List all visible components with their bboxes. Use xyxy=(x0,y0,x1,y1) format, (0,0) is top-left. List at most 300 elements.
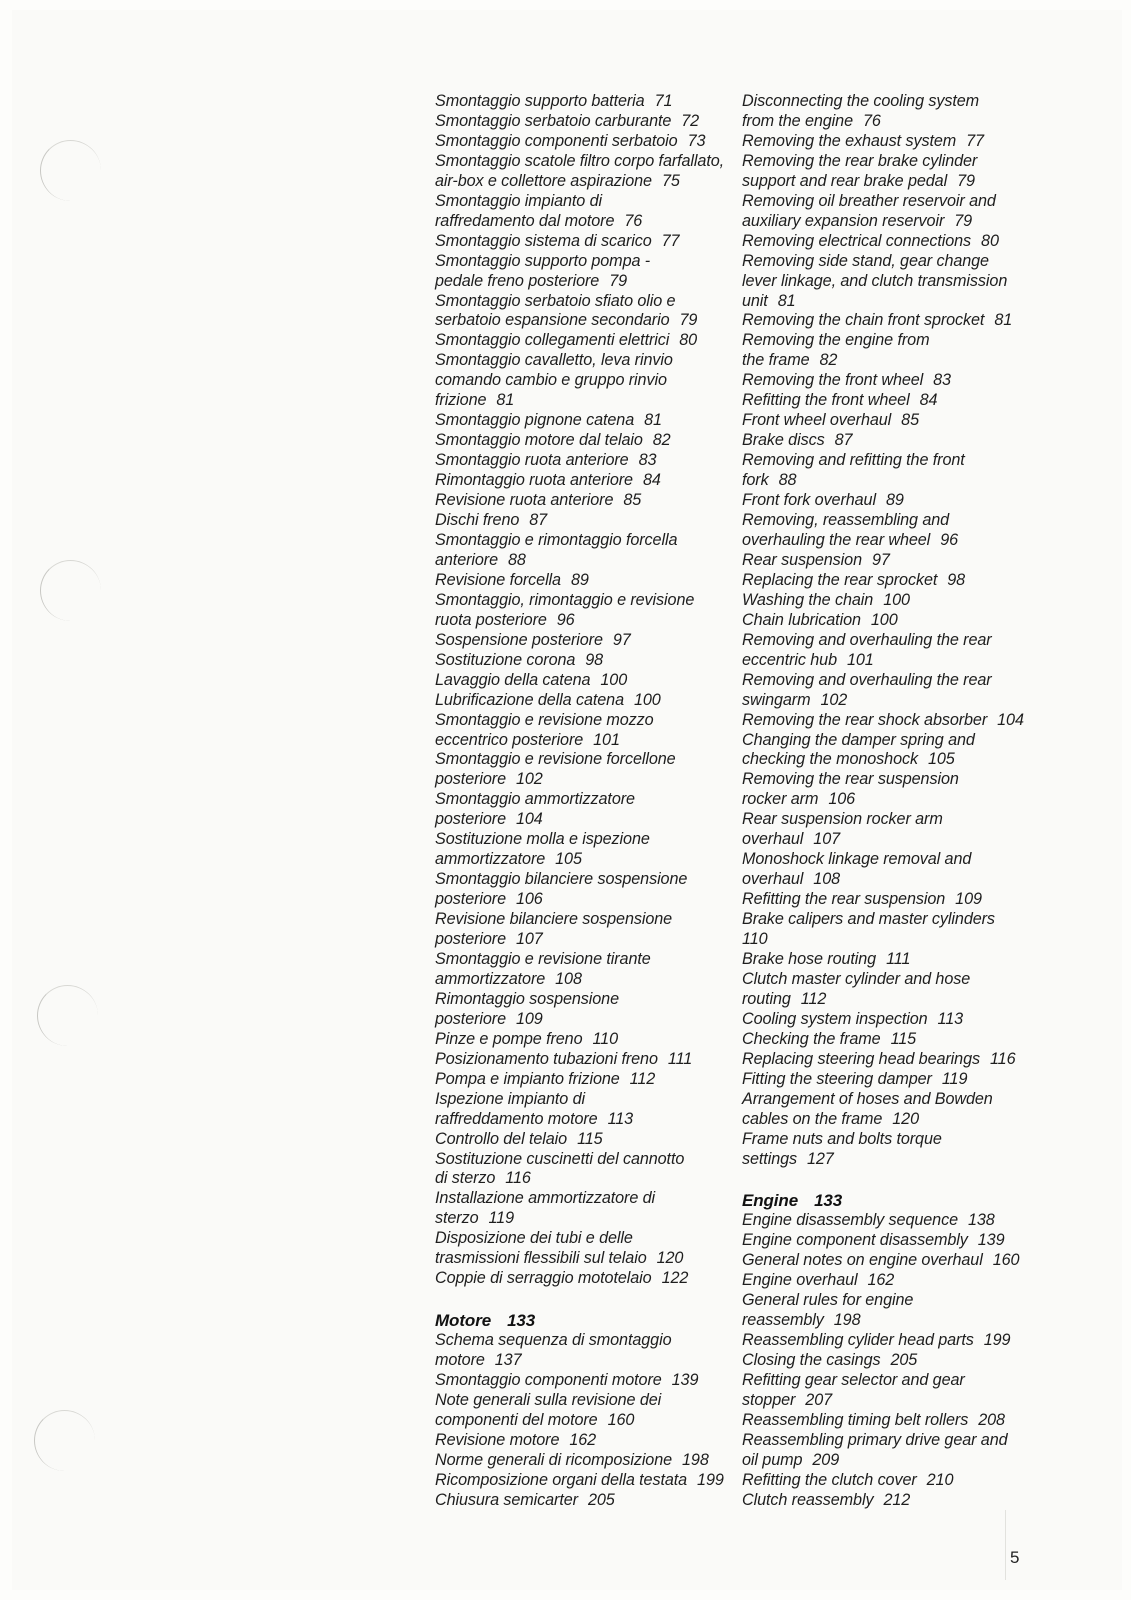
toc-entry-title: auxiliary expansion reservoir xyxy=(742,211,945,230)
toc-entry-page: 127 xyxy=(807,1149,834,1168)
toc-entry-title: posteriore xyxy=(435,770,506,789)
toc-entry-page: 111 xyxy=(667,1049,693,1068)
toc-entry-title: stopper xyxy=(742,1391,796,1410)
toc-entry-page: 85 xyxy=(901,411,919,430)
toc-entry-title: raffredamento dal motore xyxy=(435,211,615,230)
toc-entry-title: Norme generali di ricomposizione xyxy=(435,1450,673,1469)
toc-entry-title: support and rear brake pedal xyxy=(742,171,948,190)
toc-entry-page: 83 xyxy=(933,371,951,390)
toc-entry-page: 137 xyxy=(494,1351,522,1370)
toc-entry xyxy=(435,830,735,850)
toc-entry-page: 85 xyxy=(623,491,642,510)
toc-entry xyxy=(742,371,1042,391)
toc-entry xyxy=(435,152,735,172)
english-index-column xyxy=(742,92,1042,1511)
toc-entry-title: Replacing the rear sprocket xyxy=(742,570,938,589)
toc-entry xyxy=(742,212,1042,232)
toc-entry-title: Removing the front wheel xyxy=(742,371,924,390)
toc-entry-title: Smontaggio bilanciere sospensione xyxy=(435,870,688,889)
toc-entry xyxy=(435,1491,735,1511)
toc-entry xyxy=(742,571,1042,591)
toc-entry xyxy=(742,391,1042,411)
toc-entry xyxy=(742,1471,1042,1491)
toc-entry-title: rocker arm xyxy=(742,790,819,809)
toc-entry xyxy=(742,930,1042,950)
binder-hole-mark xyxy=(40,140,101,201)
toc-entry-title: Ispezione impianto di xyxy=(435,1089,585,1108)
toc-entry xyxy=(435,331,735,351)
toc-entry xyxy=(435,850,735,870)
toc-entry xyxy=(742,1130,1042,1150)
toc-entry xyxy=(742,790,1042,810)
section-page: 133 xyxy=(814,1191,843,1211)
toc-entry xyxy=(435,1110,735,1130)
toc-entry-title: Rear suspension xyxy=(742,550,862,569)
section-heading-motore xyxy=(435,1311,735,1331)
toc-entry xyxy=(435,1090,735,1110)
toc-entry-title: trasmissioni flessibili sul telaio xyxy=(435,1249,647,1268)
toc-entry xyxy=(435,351,735,371)
toc-entry-page: 81 xyxy=(644,411,662,430)
toc-entry xyxy=(742,711,1042,731)
toc-entry xyxy=(742,551,1042,571)
toc-entry-title: Brake discs xyxy=(742,431,825,450)
toc-entry-page: 138 xyxy=(967,1211,995,1230)
toc-entry-title: Closing the casings xyxy=(742,1351,881,1370)
toc-entry-title: Smontaggio ammortizzatore xyxy=(435,790,635,809)
toc-entry-title: Pompa e impianto frizione xyxy=(435,1069,620,1088)
binder-hole-mark xyxy=(37,985,98,1046)
toc-entry xyxy=(435,870,735,890)
toc-entry xyxy=(435,1411,735,1431)
toc-entry-title: Controllo del telaio xyxy=(435,1129,568,1148)
section-gap xyxy=(742,1169,1042,1191)
toc-entry-page: 88 xyxy=(778,471,797,490)
toc-entry xyxy=(435,1189,735,1209)
toc-entry-title: Schema sequenza di smontaggio xyxy=(435,1331,672,1350)
toc-entry-page: 139 xyxy=(671,1371,699,1390)
toc-entry-title: Dischi freno xyxy=(435,511,520,530)
toc-entry-title: Posizionamento tubazioni freno xyxy=(435,1049,658,1068)
toc-entry-page: 79 xyxy=(679,311,698,330)
toc-entry-title: sterzo xyxy=(435,1209,479,1228)
toc-entry-page: 116 xyxy=(505,1169,531,1188)
toc-entry-title: Chain lubrication xyxy=(742,610,861,629)
toc-entry xyxy=(435,551,735,571)
toc-entry xyxy=(742,591,1042,611)
toc-entry xyxy=(435,930,735,950)
toc-entry xyxy=(435,1130,735,1150)
toc-entry xyxy=(742,411,1042,431)
toc-entry xyxy=(742,750,1042,770)
toc-entry xyxy=(435,232,735,252)
toc-entry xyxy=(435,671,735,691)
toc-entry xyxy=(435,1249,735,1269)
toc-entry xyxy=(435,431,735,451)
toc-entry xyxy=(435,292,735,312)
toc-entry-page: 72 xyxy=(681,111,700,130)
toc-entry xyxy=(742,1371,1042,1391)
toc-entry xyxy=(435,711,735,731)
toc-entry-page: 205 xyxy=(587,1490,615,1509)
toc-entry xyxy=(742,1411,1042,1431)
toc-entry-title: swingarm xyxy=(742,690,811,709)
toc-entry-title: Removing and overhauling the rear xyxy=(742,670,992,689)
toc-entry xyxy=(742,770,1042,790)
toc-entry-title: Disposizione dei tubi e delle xyxy=(435,1229,633,1248)
toc-entry xyxy=(435,770,735,790)
toc-entry xyxy=(742,611,1042,631)
toc-entry xyxy=(435,172,735,192)
toc-entry xyxy=(742,331,1042,351)
toc-entry-page: 108 xyxy=(813,870,841,889)
toc-entry-title: Smontaggio serbatoio carburante xyxy=(435,111,672,130)
toc-entry-page: 104 xyxy=(515,810,543,829)
toc-entry xyxy=(742,691,1042,711)
toc-entry-title: Smontaggio scatole filtro corpo farfallato, xyxy=(435,151,725,170)
toc-entry-page: 71 xyxy=(654,92,673,110)
toc-entry-page: 139 xyxy=(977,1231,1005,1250)
toc-entry-title: Smontaggio e revisione mozzo xyxy=(435,710,654,729)
toc-entry-page: 107 xyxy=(515,930,543,949)
toc-entry xyxy=(742,1010,1042,1030)
toc-entry-title: Revisione forcella xyxy=(435,570,561,589)
toc-entry-title: Rimontaggio sospensione xyxy=(435,989,619,1008)
toc-entry-title: Smontaggio e rimontaggio forcella xyxy=(435,530,678,549)
toc-entry-title: Smontaggio sistema di scarico xyxy=(435,231,652,250)
toc-entry xyxy=(742,311,1042,331)
section-heading-engine xyxy=(742,1191,1042,1211)
toc-entry-title: Rimontaggio ruota anteriore xyxy=(435,471,633,490)
toc-entry-title: Cooling system inspection xyxy=(742,1009,928,1028)
toc-entry xyxy=(742,631,1042,651)
toc-entry xyxy=(742,731,1042,751)
section-page: 133 xyxy=(507,1311,536,1331)
toc-entry-title: Removing the engine from xyxy=(742,331,930,350)
toc-entry-title: Reassembling cylider head parts xyxy=(742,1331,974,1350)
toc-entry-title: di sterzo xyxy=(435,1169,496,1188)
toc-entry-page: 87 xyxy=(529,511,548,530)
toc-entry-page: 87 xyxy=(834,431,853,450)
toc-entry-title: Removing the chain front sprocket xyxy=(742,311,985,330)
italian-index-column xyxy=(435,92,735,1511)
toc-entry xyxy=(435,411,735,431)
toc-entry-title: Refitting the rear suspension xyxy=(742,890,946,909)
toc-entry-title: Front fork overhaul xyxy=(742,491,876,510)
toc-entry xyxy=(435,990,735,1010)
toc-entry-title: Monoshock linkage removal and xyxy=(742,850,972,869)
toc-entry-page: 80 xyxy=(679,331,698,350)
toc-entry xyxy=(435,491,735,511)
toc-entry-page: 98 xyxy=(585,650,604,669)
toc-entry-page: 113 xyxy=(937,1009,964,1028)
toc-entry xyxy=(742,531,1042,551)
toc-entry-title: Brake calipers and master cylinders xyxy=(742,910,995,929)
english-index-list xyxy=(742,92,1042,1169)
toc-entry-title: Removing the rear suspension xyxy=(742,770,959,789)
toc-entry xyxy=(742,870,1042,890)
toc-entry-title: raffreddamento motore xyxy=(435,1109,598,1128)
toc-entry-title: overhaul xyxy=(742,830,804,849)
toc-entry-page: 96 xyxy=(940,530,958,549)
toc-entry xyxy=(435,790,735,810)
toc-entry xyxy=(435,1471,735,1491)
toc-entry xyxy=(742,1391,1042,1411)
toc-entry-title: Smontaggio collegamenti elettrici xyxy=(435,331,670,350)
toc-entry-page: 83 xyxy=(638,451,657,470)
toc-entry-page: 88 xyxy=(508,550,526,569)
toc-entry xyxy=(435,1209,735,1229)
toc-entry-page: 119 xyxy=(488,1209,514,1228)
toc-entry-title: Removing and overhauling the rear xyxy=(742,630,992,649)
toc-entry-title: Disconnecting the cooling system xyxy=(742,92,980,110)
toc-entry xyxy=(435,1431,735,1451)
toc-entry xyxy=(742,491,1042,511)
toc-entry-page: 76 xyxy=(862,111,881,130)
toc-entry xyxy=(742,1030,1042,1050)
toc-entry-title: the frame xyxy=(742,351,810,370)
toc-entry-page: 207 xyxy=(805,1391,833,1410)
toc-entry-page: 80 xyxy=(981,231,999,250)
toc-entry-page: 98 xyxy=(947,570,966,589)
toc-entry xyxy=(435,212,735,232)
toc-entry xyxy=(742,810,1042,830)
toc-entry xyxy=(742,1251,1042,1271)
toc-entry-page: 212 xyxy=(883,1490,911,1509)
toc-entry-title: ammortizzatore xyxy=(435,850,546,869)
toc-entry-title: oil pump xyxy=(742,1450,803,1469)
toc-entry-title: overhauling the rear wheel xyxy=(742,530,931,549)
toc-entry xyxy=(435,252,735,272)
toc-entry xyxy=(435,1451,735,1471)
toc-entry-title: Washing the chain xyxy=(742,590,874,609)
toc-entry xyxy=(742,1491,1042,1511)
toc-entry-page: 120 xyxy=(656,1249,684,1268)
toc-entry-title: air-box e collettore aspirazione xyxy=(435,171,652,190)
toc-entry xyxy=(742,511,1042,531)
toc-entry-page: 210 xyxy=(926,1470,954,1489)
toc-entry xyxy=(435,1229,735,1249)
toc-entry-page: 84 xyxy=(919,391,938,410)
section-title: Motore xyxy=(435,1311,492,1331)
toc-entry xyxy=(435,611,735,631)
toc-entry xyxy=(435,1269,735,1289)
toc-entry-title: Smontaggio ruota anteriore xyxy=(435,451,629,470)
toc-entry-page: 104 xyxy=(997,710,1024,729)
toc-entry-title: posteriore xyxy=(435,1009,506,1028)
toc-entry-title: Removing the exhaust system xyxy=(742,131,957,150)
english-engine-list xyxy=(742,1211,1042,1510)
toc-entry xyxy=(435,810,735,830)
toc-entry-page: 160 xyxy=(992,1251,1020,1270)
toc-entry-title: Lubrificazione della catena xyxy=(435,690,624,709)
toc-entry-title: Sostituzione cuscinetti del cannotto xyxy=(435,1149,685,1168)
toc-entry xyxy=(742,431,1042,451)
toc-entry xyxy=(742,1271,1042,1291)
toc-entry-title: Removing the rear brake cylinder xyxy=(742,151,978,170)
toc-entry xyxy=(742,152,1042,172)
toc-entry-title: 110 xyxy=(742,930,768,949)
toc-entry xyxy=(742,451,1042,471)
toc-entry-page: 100 xyxy=(600,670,628,689)
toc-entry-title: Smontaggio cavalletto, leva rinvio xyxy=(435,351,673,370)
toc-entry-page: 82 xyxy=(652,431,671,450)
toc-entry-title: Refitting the front wheel xyxy=(742,391,910,410)
toc-entry xyxy=(435,311,735,331)
toc-entry-page: 79 xyxy=(954,211,973,230)
toc-entry xyxy=(435,1150,735,1170)
toc-entry xyxy=(742,112,1042,132)
toc-entry-page: 105 xyxy=(927,750,955,769)
toc-entry-page: 115 xyxy=(577,1129,603,1148)
toc-entry-title: Removing oil breather reservoir and xyxy=(742,191,996,210)
toc-entry xyxy=(435,112,735,132)
toc-entry-page: 209 xyxy=(812,1450,840,1469)
toc-entry-page: 199 xyxy=(983,1331,1011,1350)
toc-entry xyxy=(742,92,1042,112)
toc-entry-title: Checking the frame xyxy=(742,1029,881,1048)
toc-entry-title: Clutch master cylinder and hose xyxy=(742,969,971,988)
toc-entry-title: Engine overhaul xyxy=(742,1271,858,1290)
toc-entry-title: Note generali sulla revisione dei xyxy=(435,1391,662,1410)
toc-entry-title: Smontaggio motore dal telaio xyxy=(435,431,643,450)
toc-entry xyxy=(742,1050,1042,1070)
toc-entry-title: routing xyxy=(742,989,791,1008)
toc-entry xyxy=(435,731,735,751)
toc-entry xyxy=(435,391,735,411)
toc-entry-page: 82 xyxy=(819,351,838,370)
toc-entry-title: Removing the rear shock absorber xyxy=(742,710,988,729)
toc-entry-page: 122 xyxy=(661,1269,689,1288)
toc-entry-title: posteriore xyxy=(435,890,506,909)
toc-entry-title: Installazione ammortizzatore di xyxy=(435,1189,656,1208)
toc-entry-title: Smontaggio pignone catena xyxy=(435,411,635,430)
margin-rule xyxy=(1005,1510,1006,1580)
toc-entry-page: 84 xyxy=(642,471,661,490)
page-number: 5 xyxy=(1010,1548,1020,1567)
toc-entry-page: 199 xyxy=(697,1470,724,1489)
section-gap xyxy=(435,1289,735,1311)
toc-entry xyxy=(435,1331,735,1351)
toc-entry xyxy=(435,691,735,711)
toc-entry-title: Revisione ruota anteriore xyxy=(435,491,614,510)
toc-entry-page: 162 xyxy=(569,1430,597,1449)
toc-entry xyxy=(435,371,735,391)
toc-entry-title: eccentric hub xyxy=(742,650,837,669)
toc-entry-title: from the engine xyxy=(742,111,853,130)
toc-entry-page: 115 xyxy=(890,1029,917,1048)
toc-entry xyxy=(435,750,735,770)
toc-entry xyxy=(435,1030,735,1050)
toc-entry-title: settings xyxy=(742,1149,797,1168)
toc-entry-title: ruota posteriore xyxy=(435,610,547,629)
toc-entry xyxy=(742,1351,1042,1371)
toc-entry-title: Revisione motore xyxy=(435,1430,560,1449)
toc-entry xyxy=(742,1311,1042,1331)
toc-entry-page: 102 xyxy=(515,770,543,789)
toc-entry-page: 89 xyxy=(570,570,589,589)
toc-entry-title: General notes on engine overhaul xyxy=(742,1251,983,1270)
toc-entry xyxy=(742,1090,1042,1110)
toc-entry-title: motore xyxy=(435,1351,485,1370)
toc-entry-title: fork xyxy=(742,471,769,490)
toc-entry-page: 119 xyxy=(941,1069,968,1088)
toc-entry xyxy=(435,970,735,990)
toc-entry-title: lever linkage, and clutch transmission xyxy=(742,271,1008,290)
toc-entry-title: eccentrico posteriore xyxy=(435,730,584,749)
toc-entry xyxy=(435,890,735,910)
toc-entry-page: 208 xyxy=(978,1411,1005,1429)
toc-entry-title: checking the monoshock xyxy=(742,750,918,769)
toc-entry-title: Arrangement of hoses and Bowden xyxy=(742,1089,993,1108)
toc-entry-title: Smontaggio componenti serbatoio xyxy=(435,131,678,150)
toc-entry xyxy=(435,950,735,970)
toc-entry-page: 96 xyxy=(556,610,575,629)
toc-entry-title: Brake hose routing xyxy=(742,949,877,968)
toc-entry xyxy=(435,132,735,152)
toc-entry-title: Smontaggio, rimontaggio e revisione xyxy=(435,590,695,609)
toc-entry-title: Sospensione posteriore xyxy=(435,630,603,649)
toc-entry xyxy=(742,910,1042,930)
toc-entry-page: 113 xyxy=(607,1109,634,1128)
toc-entry-title: Removing electrical connections xyxy=(742,231,972,250)
toc-entry-title: componenti del motore xyxy=(435,1411,598,1429)
toc-entry xyxy=(435,1391,735,1411)
toc-entry-page: 77 xyxy=(966,131,984,150)
toc-entry-page: 76 xyxy=(624,211,643,230)
binder-hole-mark xyxy=(34,1410,95,1471)
toc-entry xyxy=(435,511,735,531)
toc-entry-title: Removing, reassembling and xyxy=(742,511,950,530)
toc-entry xyxy=(742,232,1042,252)
toc-entry xyxy=(742,292,1042,312)
toc-entry-page: 97 xyxy=(612,630,631,649)
toc-entry-page: 112 xyxy=(800,989,827,1008)
toc-entry xyxy=(742,850,1042,870)
toc-entry-page: 73 xyxy=(687,131,706,150)
toc-entry xyxy=(742,1211,1042,1231)
toc-entry xyxy=(435,451,735,471)
toc-entry xyxy=(742,950,1042,970)
toc-entry-title: Engine component disassembly xyxy=(742,1231,968,1250)
toc-entry-title: Engine disassembly sequence xyxy=(742,1211,958,1230)
toc-entry-page: 97 xyxy=(871,550,890,569)
toc-entry-title: Sostituzione corona xyxy=(435,650,576,669)
toc-entry xyxy=(742,1431,1042,1451)
toc-entry xyxy=(435,531,735,551)
toc-entry-title: Removing and refitting the front xyxy=(742,451,965,470)
toc-entry xyxy=(742,1110,1042,1130)
toc-entry-page: 100 xyxy=(870,610,898,629)
toc-entry-page: 111 xyxy=(886,949,911,968)
toc-entry xyxy=(742,172,1042,192)
toc-entry xyxy=(435,1010,735,1030)
toc-entry-page: 106 xyxy=(515,890,543,909)
toc-entry-page: 100 xyxy=(633,690,661,709)
toc-entry-title: Changing the damper spring and xyxy=(742,730,975,749)
toc-entry-page: 112 xyxy=(629,1069,656,1088)
toc-entry-page: 108 xyxy=(555,969,582,988)
toc-entry xyxy=(435,471,735,491)
toc-entry xyxy=(742,1451,1042,1471)
toc-entry xyxy=(742,1231,1042,1251)
toc-entry-page: 106 xyxy=(828,790,856,809)
toc-entry-title: Clutch reassembly xyxy=(742,1490,874,1509)
toc-entry-page: 102 xyxy=(820,690,848,709)
toc-entry xyxy=(435,591,735,611)
toc-entry-title: unit xyxy=(742,291,768,310)
toc-entry-page: 116 xyxy=(989,1049,1016,1068)
